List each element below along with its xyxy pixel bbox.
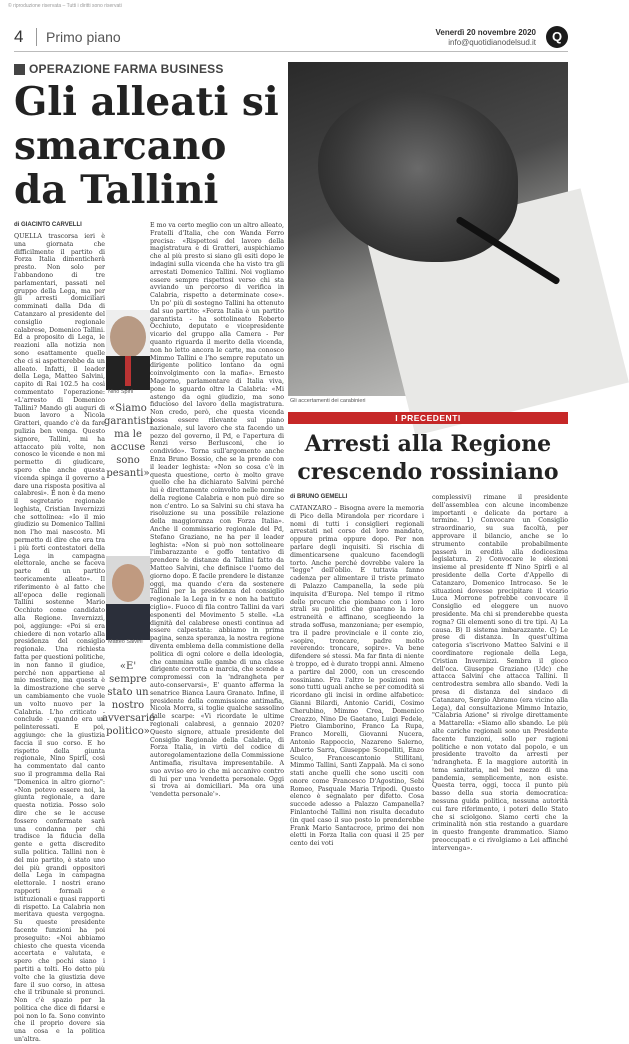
- copyright-notice: © riproduzione riservata – Tutti i diritti sono riservati: [8, 3, 122, 9]
- precedenti-label: I PRECEDENTI: [395, 413, 461, 423]
- kicker: OPERAZIONE FARMA BUSINESS: [29, 62, 224, 76]
- portrait-caption-spirli: Nino Spirlì: [108, 389, 134, 395]
- pull-quote-1: «Siamo garantisti ma le accuse sono pesanti»: [104, 403, 154, 479]
- issue-date: [436, 28, 537, 48]
- portrait-photo-salvini: [106, 556, 150, 640]
- page-header: [14, 24, 568, 52]
- issue-date-text: Venerdì 20 novembre 2020: [435, 28, 536, 37]
- pull-quote-2: «E' sempre stato un nostro avversario politico»: [102, 661, 156, 737]
- main-article-column-1: QUELLA trascorsa ieri è una giornata che difficilmente il partito di Forza Italia dimenticherà presto. Non solo per l'abbandono di tre parlamentari, passati nel gruppo della Lega, ma per gli arresti domiciliari comminati dalla Dda di Catanzaro al presidente del consiglio regionale calabrese, Domenico Tallini. Ed a proposito di Lega, le reazioni alla notizia non sono esattamente quelle che ci si aspetterebbe da un alleato. Infatti, il leader della Lega, Matteo Salvini, capito di Rai 102.5 ha così commentato l'operazione: «L'arresto di Domenico Tallini? Mando gli auguri di buon lavoro a Nicola Gratteri, quando c'è da fare pulizia ben venga. Questo signore, Tallini, mi ha attaccato più volte, non conosco le vicende e non mi permetto di giudicare, spero che anche questa vicenda spinga il governo a dare una risposta positiva al calabresi». E non è da meno il segretario regionale leghista, Cristian Invernizzi che sottolinea: «Io il mio giudizio su Domenico Tallini non l'ho mai nascosto. Mi permetto di dire che era tra i più forti contestatori della Lega in campagna elettorale, anche se faceva parte di un partito teoricamente alleato». Il riferimento è al fatto che all'epoca delle regionali Tallini sostenne Mario Occhiuto come candidato alla Regione. Invernizzi, poi, aggiunge: «Poi si era chiedere di non votarlo alla presidenza del consiglio regionale. Una richiesta fatta per questioni politiche, in non fanno il giudice, perché non appartiene al mio mestiere, ma questa è la dimostrazione che serve un cambiamento che vuole un volto nuovo per la Calabria. L'ho criticato - conclude - quando era un pelinteressati. E poi, aggiungo: che la giustizia faccia il suo corso. E ho rispetto della giunta regionale, Nino Spirlì, così ha commentato dal canto suo il programma della Rai "Domenica in altro giorno": «Non potevo essere noi, la giunta regionale, a dare questa notizia. Posso solo dire che se le accuse fossero confermate sarà una condanna per chi tradisce la fiducia della gente e getta discredito sulla politica. Tallini non è del mio partito, è stato uno dei più grandi oppositori della Lega in campagna elettorale. I nostri erano rapporti formali e istituzionali e quasi rapporti di rispetto. La Calabria non meritava questa vergogna. Su queste presidente facente funzioni ha poi proseguito: «Noi abbiamo chiesto che questa vicenda accertata e valutata, e spero che pochi siano i partiti a tolti. Ho detto più volte che la giustizia deve fare il suo corso, in attesa che il tribunale si pronunci. Non c'è spazio per la politica che dice di fidarsi e poi non lo fa. Sono convinto che il proprio dovere sia una cosa e la politica un'altra.: [14, 233, 105, 1044]
- contact-email[interactable]: info@quotidianodelsud.it: [448, 38, 536, 47]
- portrait-face: [112, 564, 144, 602]
- portrait-photo-spirli: [106, 310, 150, 390]
- main-byline: di GIACINTO CARVELLI: [14, 222, 82, 228]
- header-divider: [36, 28, 37, 46]
- portrait-caption-salvini: Matteo Salvini: [108, 639, 143, 645]
- section-title: Primo piano: [46, 29, 121, 45]
- secondary-headline: Arresti alla Regione crescendo rossiniano: [297, 431, 559, 485]
- secondary-byline: di BRUNO GEMELLI: [290, 494, 348, 500]
- main-headline: Gli alleati si smarcano da Tallini: [14, 79, 279, 213]
- kicker-square-icon: [14, 64, 25, 75]
- portrait-tie: [125, 356, 131, 386]
- main-article-column-2: E mo va certo meglio con un altro alleato, Fratelli d'Italia, che con Wanda Ferro precisa: «Rispettosi del lavoro della magistratura e di Gratteri, auspichiamo che al più presto si siano gli esiti dopo le indagini sulla vicenda che ha visto tra gli arrestati Domenico Tallini. Noi vogliamo essere sempre rispettosi verso chi sta avviando un percorso di verifica in Calabria, rispetto a determinate cose». Un po' più di sostegno Tallini ha ottenuto dal suo partito: «Forza Italia è un partito garantista - ha sottolineato Roberto Occhiuto, deputato e vicepresidente vicario del gruppo alla Camera - Per quanto riguarda il merito della vicenda, non ho letto ancora le carte, ma conosco Mimmo Tallini e l'ho sempre reputato un dirigente politico lontano da ogni coinvolgimento con la mafia». Ernesto Magorno, parlamentare di Italia viva, pone lo sguardo oltre la Calabria: «Mi astengo da ogni giudizio, ma sono fiducioso del lavoro della magistratura. Non credo, però, che questa vicenda possa essere rilevante sul piano nazionale, sul lavoro che sta facendo un pezzo del governo, il Pd, e l'apertura di Renzi verso Berlusconi, che io condivido». Torna sull'argomento anche Enza Bruno Bossio, che se la prende con il leader leghista: «Non so cosa c'è in questa questione, certo è molto grave quello che ha dichiarato Salvini perché lui è direttamente coinvolto nelle nomine della regione Calabria e non può dire so non c'entro. Lo sa Salvini su chi stava ha risoluzione su una possibile relazione della maggioranza con Forza Italia». Anche il commissario regionale del Pd, Stefano Graziano, ne ha per il leader leghista: «Non si può non sottolineare l'imbarazzante e goffo tentativo di prendere le distanze da Tallini fatto da Matteo Salvini, che definisce l'uomo del giorno dopo. È facile prendere le distanze oggi, ma quando c'era da sostenere Tallini per la presidenza del consiglio regionale la Lega in tv e non ha battuto ciglio». Fuoco di fila contro Tallini da vari esponenti del Movimento 5 stelle. «La dignità del calabrese onesti continua ad essere calpestata: abbiamo in prima pagina, senza speranza, la nostra regione diventa emblema della commistione della politica di ogni colore e della ideologia, che cammina sulle gambe di una classe dirigente corrotta e marcia, che scende a compromessi con la 'ndrangheta per auto-conservarsi», E' quanto afferma la senatrice Bianca Laura Granato. Infine, il presidente della commissione antimafia, Nicola Morra, si toglie qualche sassolino dalle scarpe: «Vi ricordate le ultime regionali calabresi, a gennaio 2020? Questo signore, attuale presidente del Consiglio Regionale della Calabria, di Forza Italia, in virtù del codice di autoregolamentazione della Commissione Antimafia, risultava impresentabile. A suo avviso ero io che mi accanivo contro di lui per una 'vendetta personale. Oggi si trova ai domiciliari. Ma ora una 'vendetta personale'».: [150, 222, 284, 799]
- page-number: 4: [14, 27, 24, 46]
- main-photo-caption: Gli accertamenti dei carabinieri: [290, 398, 366, 404]
- portrait-suit: [106, 604, 150, 640]
- newspaper-logo-icon: Q: [546, 26, 568, 48]
- secondary-article-column-2: complessivi) rimane il presidente dell'assemblea con alcune incombenze importanti e delicate da portare a termine. 1) Convocare un Consiglio straordinario, su sua facoltà, per approvare il bilancio, anche se lo strumento contabile probabilmente passerà in eredità alla dodicesima legislatura. 2) Convocare le elezioni insieme al presidente ff Nino Spirlì e al presidente della Corte d'Appello di Catanzaro, Domenico Introcaso. Se le situazioni dovesse precipitare il vicario Luca Morrone potrebbe convocare il Consiglio ed eleggere un nuovo presidente. Ma chi si prenderebbe questa rogna? Gli elementi sono di tre tipi. A) La causa. B) Il sistema imbarazzante. C) Le prese di distanza. In quest'ultima categoria s'iscrivono Matteo Salvini e il coordinatore regionale della Lega, Cristian Invernizzi. Sembra il gioco dell'oca. Giuseppe Graziano (Udc) che attacca Salvini che attacca Tallini. Il centrodestra sembra allo sbando. Vedi la presa di distanza del sindaco di Catanzaro, Sergio Abramo (era vicino alla Lega), dal consultazione Mimmo Intazio, "Calabria Azione" si rivolge direttamente a Mattarella: «Siamo allo sbando. Le più alte cariche regionali sono un Presidente facente funzioni, sollo per ragioni politiche e non votato dal popolo, e un presidente travolto da arresti per 'ndrangheta. È la maggiore autorità in tema sanitaria, nel bel mezzo di una pandemia, semplicemente, non esiste. Questa terra, oggi, tocca il punto più basso della sua storia democratica: nessuna guida politica, nessuna autorità cui fare riferimento, i poteri dello Stato che si sciolgono. Siamo certi che la criminalità non stia restando a guardare in questo frangente drammatico. Siamo preoccupati e ci rivolgiamo a Lei affinché intervenga».: [432, 494, 568, 852]
- precedenti-label-bar: [288, 412, 568, 424]
- main-photo: [288, 62, 568, 396]
- portrait-face: [110, 316, 146, 358]
- secondary-article-column-1: CATANZARO – Bisogna avere la memoria di Pico della Mirandola per ricordare i nomi di tutti i consiglieri regionali arrestati nel corso del loro mandato, oppure prima oppure dopo. Per non parlare degli inquisiti. Si rischia di dimenticarsene qualcuno facendogli torto. Anche perché dovrebbe valere la "legge" dell'oblio. E tuttavia fanno cadenza per alimentare il triste primato di Palazzo Campanella, la sede più inquisita d'Europa. Nel tempo il ritmo delle procure che piombano con i loro strali su politici che guarano la loro estraneità e affinano, sceglieendo la strada soffusa, manzoniana; per esempio, tra il padre provinciale e il conte zio, «sopire, troncare, padre molto reverendo: troncare, sopire». Va bene difendere sé stessi. Ma far finta di niente è troppo, ed è durato troppi anni. Almeno a partire dal 2000, con un crescendo rossiniano. Fra l'altro le posizioni non sono tutti uguali anche se per comodità si ricordano gli incisi in ordine alfabetico: Gianni Bilardi, Antonio Caridi, Cosimo Cherubino, Mimmo Crea, Domenico Creazzo, Nino De Gaetano, Luigi Fedele, Pietro Giamborino, Franco La Rupa, Franco Morelli, Giovanni Nucera, Antonio Rappoccio, Nazareno Salerno, Alberto Sarra, Giuseppe Scopelliti, Enzo Sculco, Francescantonio Stillitani, Mimmo Tallini, Santi Zappalà. Ma ci sono stati anche quelli che sono usciti con onore come Francesco D'Agostino, Sebi Romeo, Pasquale Maria Tripodi. Questo elenco è segnalato per difetto. Cosa succede adesso a Palazzo Campanella? Finlantoché Tallini non risulta decaduto (in quel caso il suo posto lo prenderebbe Frank Mario Santacroce, primo dei non eletti in Forza Italia con quasi il 25 per cento dei voti: [290, 505, 424, 848]
